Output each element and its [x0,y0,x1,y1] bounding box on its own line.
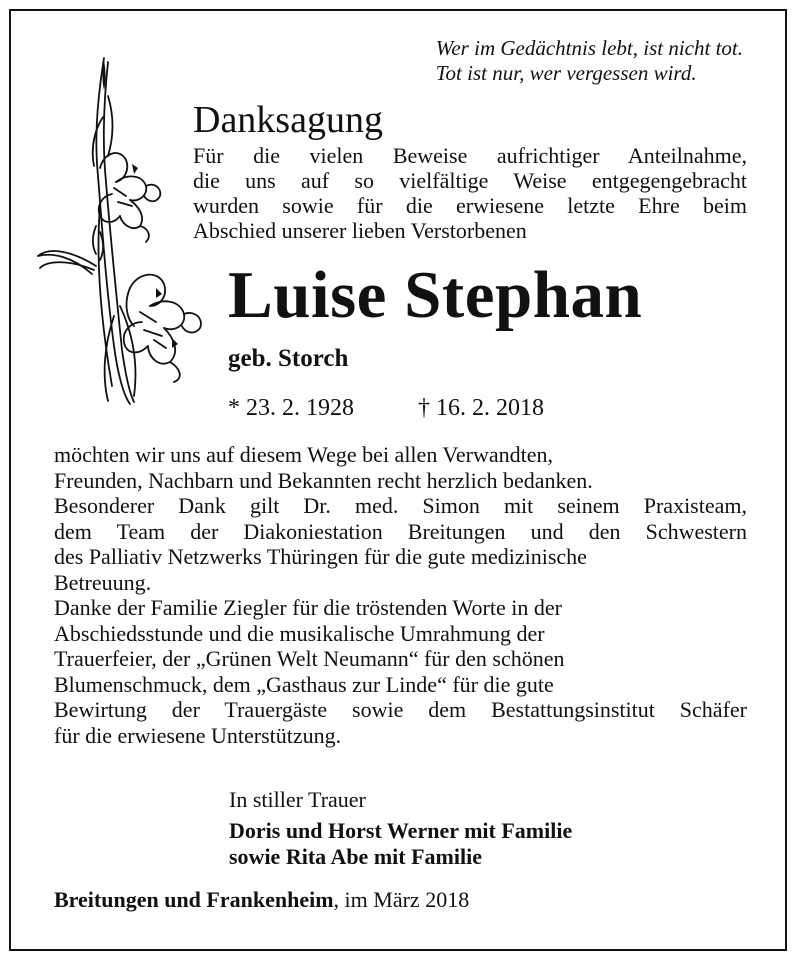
motto-line-1: Wer im Gedächtnis lebt, ist nicht tot. [435,36,743,60]
lily-flower-icon [34,56,209,406]
intro-line: die uns auf so vielfältige Weise entgegengebracht [193,168,747,193]
deceased-name: Luise Stephan [228,258,643,332]
intro-text [193,143,747,243]
body-line: Danke der Familie Ziegler für die tröstenden Worte in der [54,595,562,620]
signature-line: Doris und Horst Werner mit Familie [229,818,573,843]
body-line: Freunden, Nachbarn und Bekannten recht herzlich bedanken. [54,467,593,493]
place-date: , im März 2018 [333,887,470,912]
birth-date: * 23. 2. 1928 [228,395,354,421]
body-line: Blumenschmuck, dem „Gasthaus zur Linde“ für die gute [54,671,554,697]
motto-line-2: Tot ist nur, wer vergessen wird. [435,61,697,85]
body-line: für die erwiesene Unterstützung. [54,722,342,748]
intro-line: wurden sowie für die erwiesene letzte Ehre beim [193,193,747,218]
body-line: des Palliativ Netzwerks Thüringen für die gute medizinische [54,544,587,569]
place-and-date [54,886,469,914]
maiden-name: geb. Storch [228,345,349,372]
heading-danksagung: Danksagung [193,99,383,141]
body-line: Trauerfeier, der „Grünen Welt Neumann“ für den schönen [54,646,565,671]
intro-line: Abschied unserer lieben Verstorbenen [193,218,527,243]
intro-line: Für die vielen Beweise aufrichtiger Anteilnahme, [193,143,747,168]
signature-line: sowie Rita Abe mit Familie [229,844,482,869]
body-line: Besonderer Dank gilt Dr. med. Simon mit seinem Praxisteam, [54,493,747,518]
body-line: möchten wir uns auf diesem Wege bei allen Verwandten, [54,442,553,467]
body-line: Betreuung. [54,569,152,595]
place-location: Breitungen und Frankenheim [54,887,334,912]
body-line: dem Team der Diakoniestation Breitungen und den Schwestern [54,518,747,544]
death-date: † 16. 2. 2018 [418,395,544,421]
signature-label: In stiller Trauer [229,787,366,812]
body-text [54,442,747,748]
body-line: Abschiedsstunde und die musikalische Umrahmung der [54,620,545,646]
body-line: Bewirtung der Trauergäste sowie dem Bestattungsinstitut Schäfer [54,697,747,722]
signature-names [229,818,572,870]
motto [436,36,743,86]
